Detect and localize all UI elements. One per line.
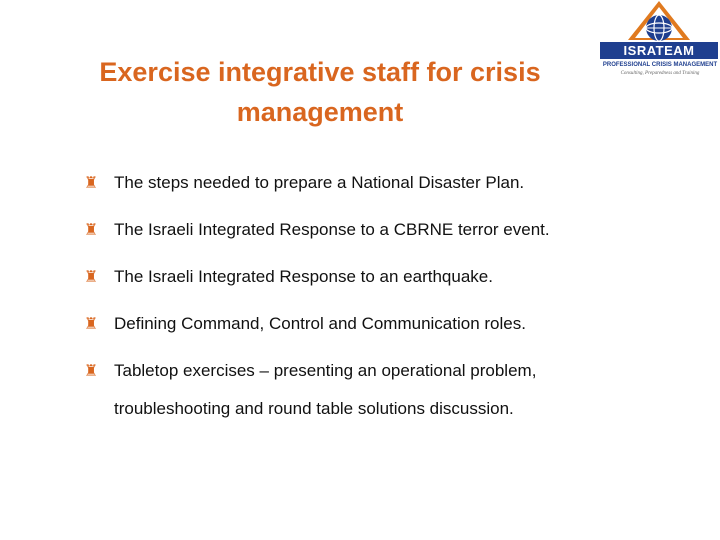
- logo-subtitle: PROFESSIONAL CRISIS MANAGEMENT: [602, 62, 718, 68]
- castle-rook-bullet-icon: ♜: [84, 314, 99, 333]
- list-item: [84, 215, 704, 245]
- list-item-text: Defining Command, Control and Communication roles.: [114, 314, 526, 333]
- list-item-continuation: troubleshooting and round table solutions discussion.: [114, 399, 514, 418]
- logo-wordmark: ISRATEAM: [600, 42, 718, 59]
- slide-title: [40, 52, 600, 132]
- castle-rook-bullet-icon: ♜: [84, 267, 99, 286]
- castle-rook-bullet-icon: ♜: [84, 173, 99, 192]
- list-item: [84, 262, 704, 292]
- israteam-logo: [598, 0, 720, 92]
- list-item-text: Tabletop exercises – presenting an operational problem,: [114, 361, 537, 380]
- logo-tagline: Consulting, Preparedness and Training: [620, 71, 700, 76]
- slide-title-line-2: management: [236, 97, 404, 127]
- bullet-list: [84, 168, 704, 441]
- castle-rook-bullet-icon: ♜: [84, 361, 99, 380]
- list-item-text: The Israeli Integrated Response to an earthquake.: [114, 267, 493, 286]
- castle-rook-bullet-icon: ♜: [84, 220, 99, 239]
- list-item-text: The steps needed to prepare a National Disaster Plan.: [114, 173, 525, 192]
- globe-diamond-icon: [620, 0, 698, 48]
- list-item-text: The Israeli Integrated Response to a CBRNE terror event.: [114, 220, 550, 239]
- slide-title-line-1: Exercise integrative staff for crisis: [99, 57, 541, 87]
- list-item: [84, 168, 704, 198]
- list-item: [84, 309, 704, 339]
- list-item: [84, 356, 704, 424]
